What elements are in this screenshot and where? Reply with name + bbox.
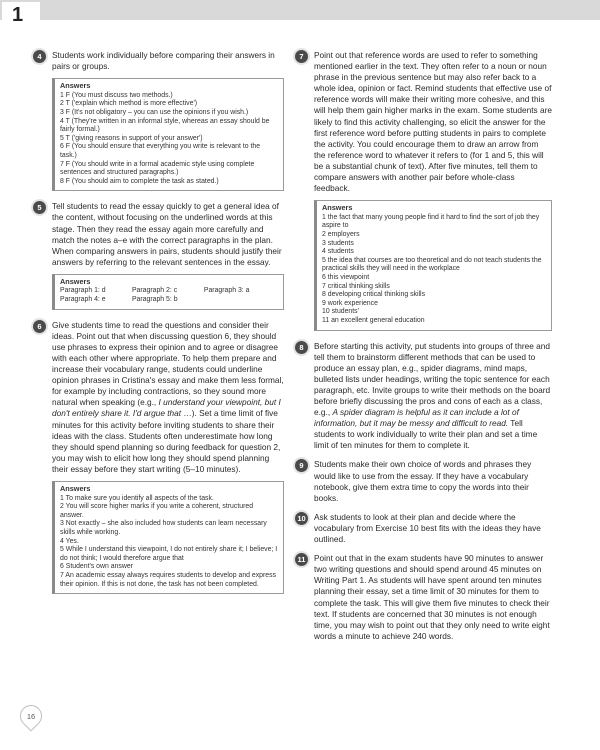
- step-number: 10: [295, 512, 308, 525]
- answer-line: Paragraph 3: a: [203, 287, 250, 295]
- answer-line: 5 T ('giving reasons in support of your answer'): [60, 134, 203, 142]
- step-number: 9: [295, 459, 308, 472]
- step-text: Students work individually before comparing their answers in pairs or groups.: [52, 50, 275, 72]
- answers-box: [52, 274, 284, 310]
- answer-line: 3 F (It's not obligatory – you can use the opinions if you wish.): [60, 108, 249, 116]
- step-text: Tell students to read the essay quickly to get a general idea of the content, without focusing on the underlined words at this stage. Then they read the essay again more carefully and match the notes a–e with the correct paragraphs in the plan. When comparing answers in pairs, students should justify their answers by referring to the relevant sentences in the essay.: [52, 201, 282, 267]
- text-part: …). Set a time limit of five minutes for this activity before inviting students to share their ideas with the class. Students often underestimate how long they should spend planning so during feedback for question 2, you may wish to elicit how long they should spend planning their essay before they start writing (5–10 minutes).: [52, 408, 281, 474]
- step-6: [37, 319, 284, 594]
- text-part: Before starting this activity, put students into groups of three and tell them to brainstorm different methods that can be used to produce an essay plan, e.g., spider diagrams, mind maps, bulleted lists under headings, writing the topic sentence for each paragraph, etc. Invite groups to write their methods on the board before briefly discussing the pros and cons of each as a class, e.g.,: [314, 340, 551, 418]
- answers-title: Answers: [60, 483, 91, 493]
- answer-line: 7 F (You should write in a formal academic style using complete sentences and structured paragraphs.): [60, 160, 255, 177]
- answers-box: [52, 481, 284, 594]
- step-text: [314, 341, 552, 452]
- unit-number: 1: [2, 2, 40, 28]
- answer-line: 7 critical thinking skills: [322, 282, 390, 290]
- answer-line: 2 employers: [322, 231, 360, 238]
- answer-line: 1 To make sure you identify all aspects of the task.: [60, 494, 214, 502]
- step-4: [37, 50, 284, 191]
- answer-line: 6 this viewpoint: [322, 273, 370, 281]
- answer-line: 4 T (They're written in an informal style, whereas an essay should be fairly formal.): [60, 117, 270, 134]
- step-text: [52, 320, 284, 475]
- answer-line: 5 While I understand this viewpoint, I do not entirely share it; I believe; I do not think; I would therefore argue that: [60, 546, 278, 562]
- step-10: [297, 511, 552, 545]
- answer-line: Paragraph 4: e: [60, 296, 106, 304]
- answer-line: 11 an excellent general education: [322, 316, 425, 324]
- step-7: [299, 50, 552, 331]
- step-5: [37, 201, 284, 309]
- answers-title: Answers: [322, 203, 353, 213]
- answers-title: Answers: [60, 81, 91, 91]
- step-number: 11: [295, 553, 308, 566]
- answer-line: Paragraph 1: d: [60, 287, 106, 295]
- answer-line: 10 students': [322, 308, 359, 316]
- paragraph-answers: [60, 287, 278, 304]
- answer-line: 4 Yes.: [60, 537, 79, 545]
- answer-line: 3 Not exactly – she also included how students can learn necessary skills while working.: [60, 520, 267, 536]
- step-number: 8: [295, 341, 308, 354]
- step-text: Point out that reference words are used to refer to something mentioned earlier in the text. They often refer to a noun or noun phrase in the previous sentence but may also refer back to a whole idea, opinion or fact. Remind students that effective use of reference words will make their writing more cohesive, and this will help them gain higher marks in the exam. Some students are likely to find this activity challenging, so elicit the answer for the first reference word before putting students in pairs to complete the activity. You could encourage them to draw an arrow from the reference word to whatever it refers to (for 1 and 5, this will be a substantial chunk of text). After five minutes, tell them to compare answers with another pair before whole-class feedback.: [314, 50, 552, 194]
- right-column: [297, 50, 552, 650]
- step-9: [299, 459, 552, 503]
- step-number: 4: [33, 50, 46, 63]
- text-part: Give students time to read the questions and consider their ideas. Point out that when discussing question 6, they should use phrases to express their opinion and to agree or disagree with each other where appropriate. To help them prepare and increase their vocabulary range, students could underline opinion phrases in Cristina's essay and make them less formal, for example by including contractions, so they sound more natural when speaking (e.g.,: [52, 319, 284, 408]
- step-number: 7: [295, 50, 308, 63]
- answer-line: 2 T ('explain which method is more effective'): [60, 100, 198, 108]
- answers-box: [314, 200, 552, 330]
- answer-line: 1 F (You must discuss two methods.): [60, 91, 173, 99]
- answers-title: Answers: [60, 276, 91, 286]
- text-part: Tell students to work individually to write their plan and set a time limit of ten minutes for them to complete it.: [314, 418, 538, 451]
- answers-box: [52, 78, 284, 191]
- answer-line: 6 Student's own answer: [60, 563, 133, 571]
- answer-line: Paragraph 5: b: [131, 296, 178, 304]
- step-text: Students make their own choice of words and phrases they would like to use from the essay. If they have a vocabulary notebook, give them extra time to copy the words into their books.: [314, 459, 532, 503]
- left-column: [37, 50, 284, 604]
- step-number: 5: [33, 201, 46, 214]
- answer-line: 9 work experience: [322, 299, 378, 307]
- answer-line: 5 the idea that courses are too theoretical and do not teach students the practical skills they will need in the workplace: [322, 256, 542, 273]
- italic-example: A spider diagram is helpful as it can include a lot of information, but it may be messy and difficult to read.: [314, 407, 519, 429]
- answer-line: 6 F (You should ensure that everything you write is relevant to the task.): [60, 143, 261, 159]
- step-8: [299, 340, 552, 452]
- answer-line: 3 students: [322, 239, 354, 247]
- answer-line: 8 developing critical thinking skills: [322, 291, 426, 299]
- header-bar: [0, 0, 600, 20]
- answer-line: 8 F (You should aim to complete the task as stated.): [60, 177, 219, 185]
- answer-line: 1 the fact that many young people find it hard to find the sort of job they aspire to: [322, 213, 540, 230]
- italic-example: I understand your viewpoint, but I don't entirely share it. I'd argue that: [52, 397, 281, 419]
- step-number: 6: [33, 320, 46, 333]
- answer-line: Paragraph 2: c: [131, 287, 178, 295]
- answer-line: 4 students: [322, 248, 354, 256]
- answer-line: 7 An academic essay always requires students to develop and express their opinion. If this is not done, the task has not been completed.: [60, 571, 277, 588]
- step-text: Point out that in the exam students have 90 minutes to answer two writing questions and should spend around 45 minutes on Writing Part 1. As students will have spent around ten minutes planning their essay, set a time limit of 30 minutes for them to complete the task. This will give them five minutes to check their text. If students are concerned that 30 minutes is not enough time, you may wish to point out that they only need to write eight words a minute to achieve 240 words.: [314, 553, 550, 641]
- step-text: Ask students to look at their plan and decide where the vocabulary from Exercise 10 best fits with the ideas they have outlined.: [314, 511, 541, 545]
- answer-line: 2 You will score higher marks if you write a coherent, structured answer.: [60, 503, 254, 519]
- page-number: 16: [26, 712, 36, 721]
- step-11: [297, 553, 552, 642]
